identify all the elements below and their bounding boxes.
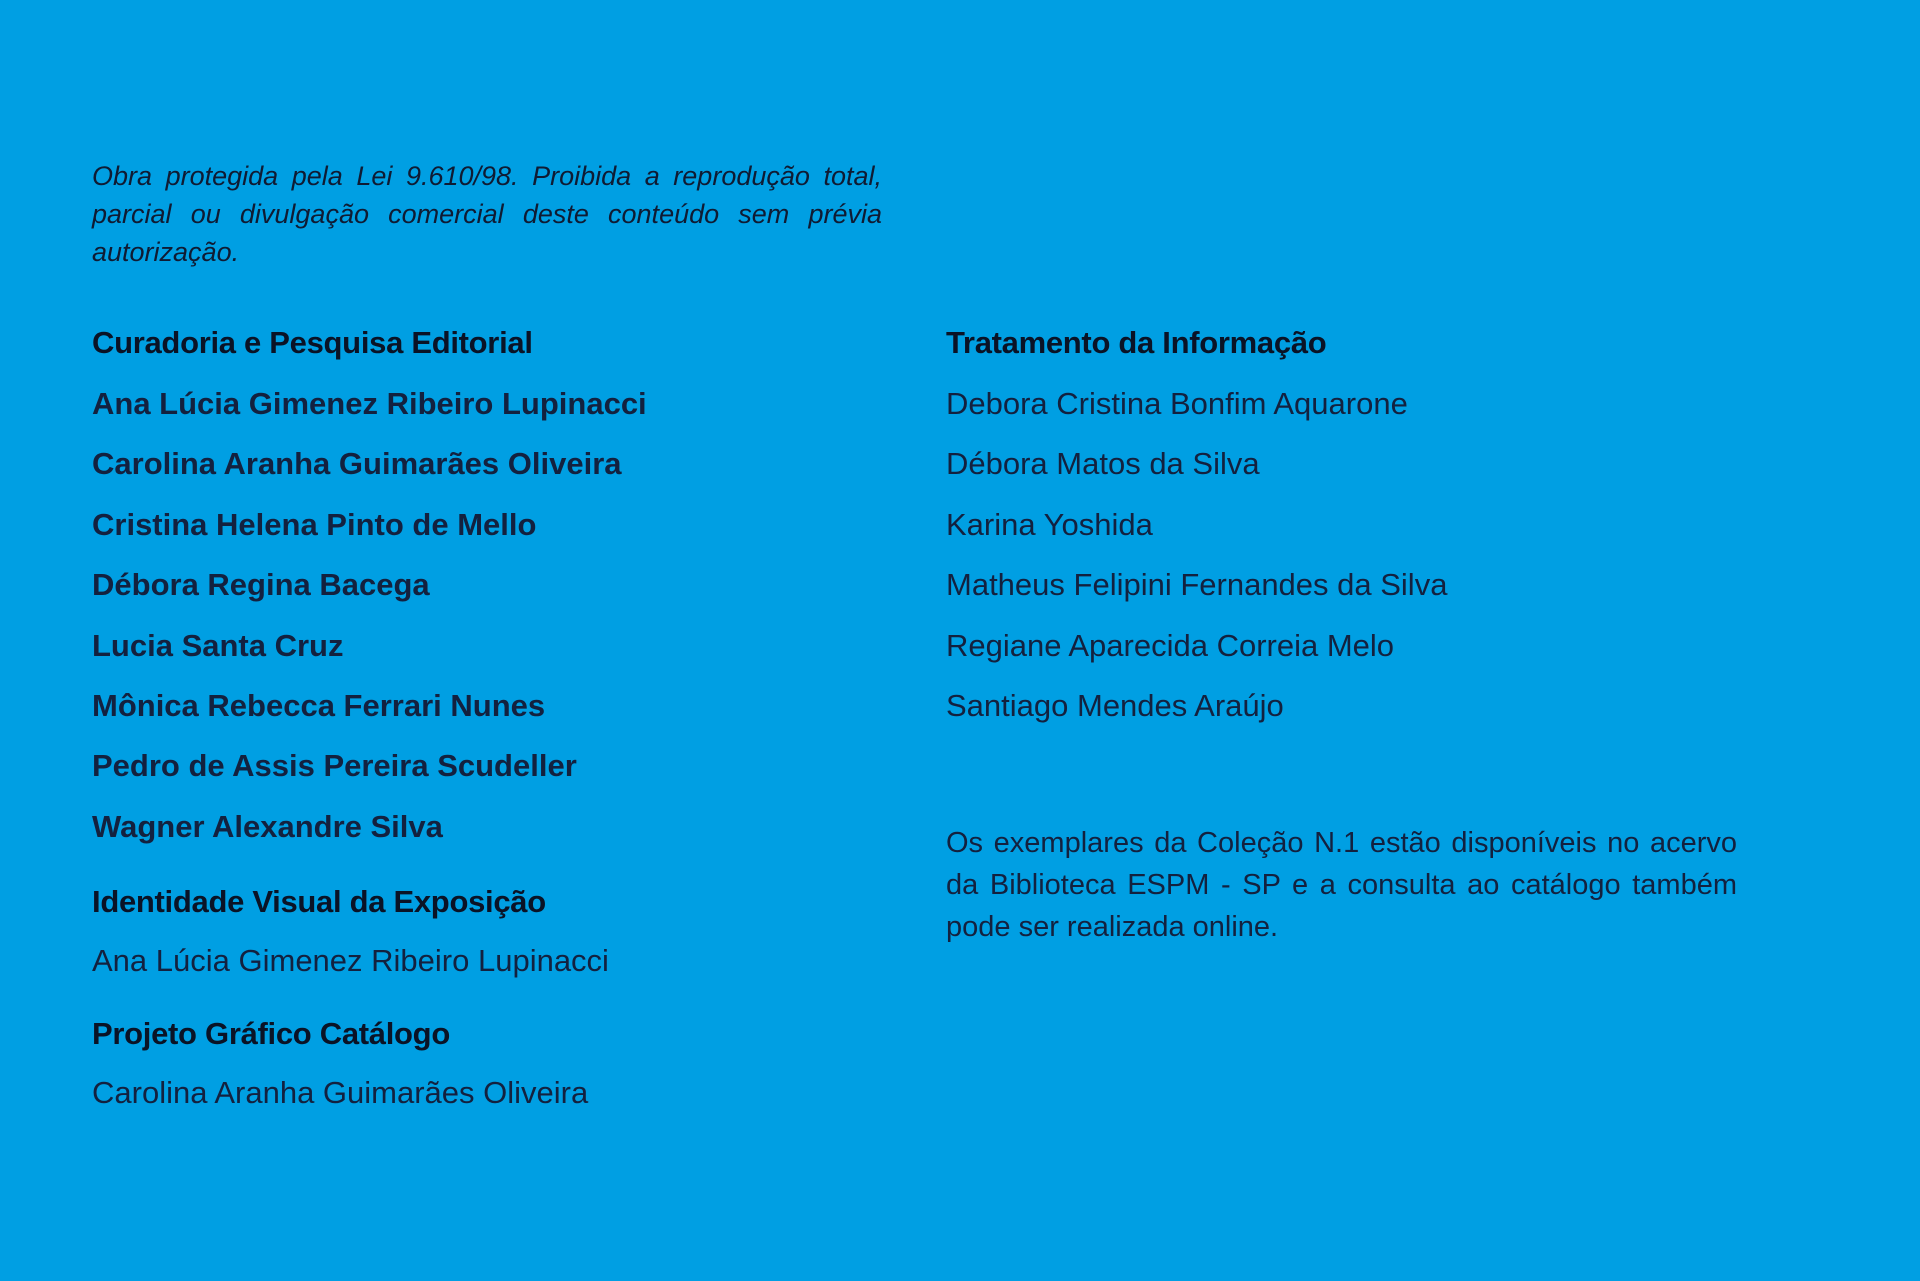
projeto-section xyxy=(92,1009,912,1117)
curadoria-name: Carolina Aranha Guimarães Oliveira xyxy=(92,446,622,482)
tratamento-name: Matheus Felipini Fernandes da Silva xyxy=(946,567,1448,603)
curadoria-name: Débora Regina Bacega xyxy=(92,567,430,603)
curadoria-section xyxy=(92,318,912,857)
tratamento-name: Karina Yoshida xyxy=(946,506,1153,542)
right-column xyxy=(946,318,1746,977)
tratamento-name: Débora Matos da Silva xyxy=(946,446,1260,482)
identidade-heading: Identidade Visual da Exposição xyxy=(92,884,546,920)
identidade-name: Ana Lúcia Gimenez Ribeiro Lupinacci xyxy=(92,943,609,979)
curadoria-name: Cristina Helena Pinto de Mello xyxy=(92,506,537,542)
tratamento-name: Regiane Aparecida Correia Melo xyxy=(946,627,1395,663)
curadoria-name: Ana Lúcia Gimenez Ribeiro Lupinacci xyxy=(92,386,647,421)
left-column xyxy=(92,318,912,1117)
copyright-notice: Obra protegida pela Lei 9.610/98. Proibida a reprodução total, parcial ou divulgação comercial deste conteúdo sem prévia autorização. xyxy=(92,161,882,267)
tratamento-section xyxy=(946,318,1746,736)
curadoria-name: Wagner Alexandre Silva xyxy=(92,808,443,844)
curadoria-heading: Curadoria e Pesquisa Editorial xyxy=(92,325,533,360)
projeto-heading: Projeto Gráfico Catálogo xyxy=(92,1016,450,1052)
curadoria-name: Lucia Santa Cruz xyxy=(92,627,344,663)
projeto-name: Carolina Aranha Guimarães Oliveira xyxy=(92,1075,589,1111)
curadoria-name: Pedro de Assis Pereira Scudeller xyxy=(92,748,577,784)
tratamento-name: Debora Cristina Bonfim Aquarone xyxy=(946,386,1408,421)
identidade-section xyxy=(92,877,912,985)
tratamento-name: Santiago Mendes Araújo xyxy=(946,688,1284,724)
curadoria-name: Mônica Rebecca Ferrari Nunes xyxy=(92,688,546,724)
availability-paragraph: Os exemplares da Coleção N.1 estão disponíveis no acervo da Biblioteca ESPM - SP e a consulta ao catálogo também pode ser realizada online. xyxy=(946,827,1737,944)
tratamento-heading: Tratamento da Informação xyxy=(946,325,1327,360)
